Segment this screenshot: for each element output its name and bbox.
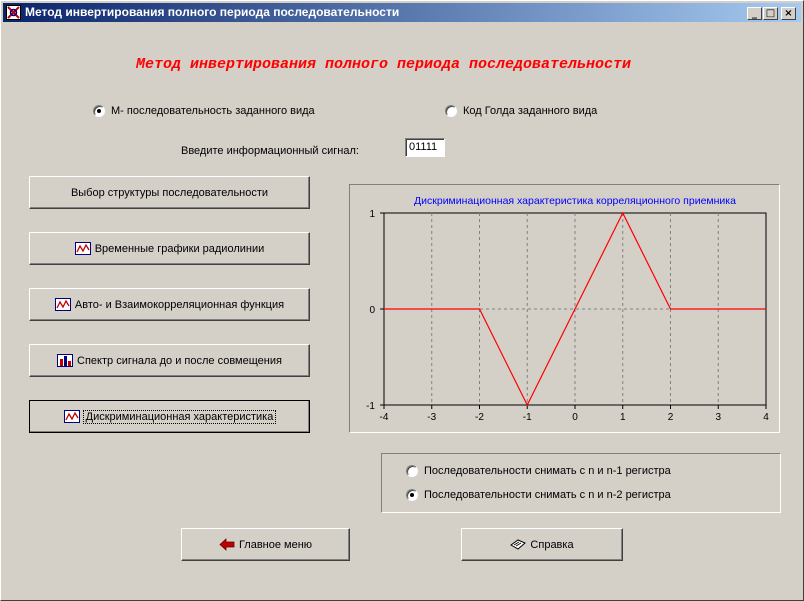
spectrum-icon — [57, 354, 73, 367]
radio-m-sequence-label: M- последовательность заданного вида — [111, 105, 315, 117]
help-button[interactable] — [461, 528, 623, 561]
x-tick-label: -2 — [475, 412, 484, 423]
chart-canvas — [350, 185, 779, 432]
y-tick-label: 1 — [369, 209, 375, 220]
x-tick-label: -1 — [522, 412, 532, 423]
radio-gold-code[interactable] — [445, 105, 597, 117]
signal-input[interactable]: 01111 — [405, 138, 445, 157]
discriminator-chart — [349, 184, 780, 433]
window-title: Метод инвертирования полного периода последовательности — [25, 5, 400, 19]
radio-gold-code-indicator[interactable] — [445, 105, 457, 117]
graph-icon — [75, 242, 91, 255]
radio-register-n2-label: Последовательности снимать с n и n-2 регистра — [424, 489, 671, 501]
radio-register-n1-indicator[interactable] — [406, 465, 418, 477]
spectrum-button-label: Спектр сигнала до и после совмещения — [77, 354, 282, 367]
app-icon[interactable] — [6, 5, 21, 20]
x-tick-label: -3 — [427, 412, 437, 423]
minimize-button[interactable] — [747, 7, 762, 20]
x-tick-label: 1 — [619, 412, 626, 423]
x-tick-label: 2 — [667, 412, 674, 423]
graph-icon — [64, 410, 80, 423]
structure-button[interactable] — [29, 176, 310, 209]
x-tick-label: -4 — [379, 412, 389, 423]
radio-gold-code-label: Код Голда заданного вида — [463, 105, 598, 117]
main-menu-button-label: Главное меню — [238, 538, 313, 551]
x-tick-label: 4 — [763, 412, 769, 423]
title-bar — [3, 3, 801, 22]
arrow-left-icon — [219, 538, 235, 551]
maximize-icon: □ — [765, 8, 776, 19]
maximize-button[interactable] — [763, 7, 778, 20]
page-heading: Метод инвертирования полного периода последовательности — [135, 56, 632, 73]
main-menu-button[interactable] — [181, 528, 350, 561]
radio-register-n1-label: Последовательности снимать с n и n-1 регистра — [424, 465, 671, 477]
help-button-label: Справка — [530, 538, 574, 551]
discriminator-button[interactable] — [29, 400, 310, 433]
chart-title: Дискриминационная характеристика корреляционного приемника — [414, 195, 736, 207]
graph-icon — [55, 298, 71, 311]
x-tick-label: 0 — [572, 412, 578, 423]
radio-m-sequence[interactable] — [93, 105, 315, 117]
spectrum-button[interactable] — [29, 344, 310, 377]
book-icon — [510, 538, 526, 551]
x-tick-label: 3 — [715, 412, 722, 423]
radio-m-sequence-indicator[interactable] — [93, 105, 105, 117]
timing-graphs-button-label: Временные графики радиолинии — [94, 242, 265, 255]
correlation-button[interactable] — [29, 288, 310, 321]
timing-graphs-button[interactable] — [29, 232, 310, 265]
correlation-button-label: Авто- и Взаимокорреляционная функция — [74, 298, 285, 311]
discriminator-button-label: Дискриминационная характеристика — [85, 410, 274, 423]
close-button[interactable] — [781, 7, 796, 20]
y-tick-label: -1 — [366, 401, 375, 412]
close-icon: × — [784, 8, 793, 19]
y-tick-label: 0 — [369, 305, 375, 316]
structure-button-label: Выбор структуры последовательности — [70, 186, 269, 199]
signal-label: Введите информационный сигнал: — [181, 145, 359, 157]
minimize-icon: _ — [752, 8, 757, 19]
register-options-group — [381, 453, 781, 513]
radio-register-n1[interactable] — [406, 465, 671, 477]
radio-register-n2[interactable] — [406, 489, 671, 501]
radio-register-n2-indicator[interactable] — [406, 489, 418, 501]
